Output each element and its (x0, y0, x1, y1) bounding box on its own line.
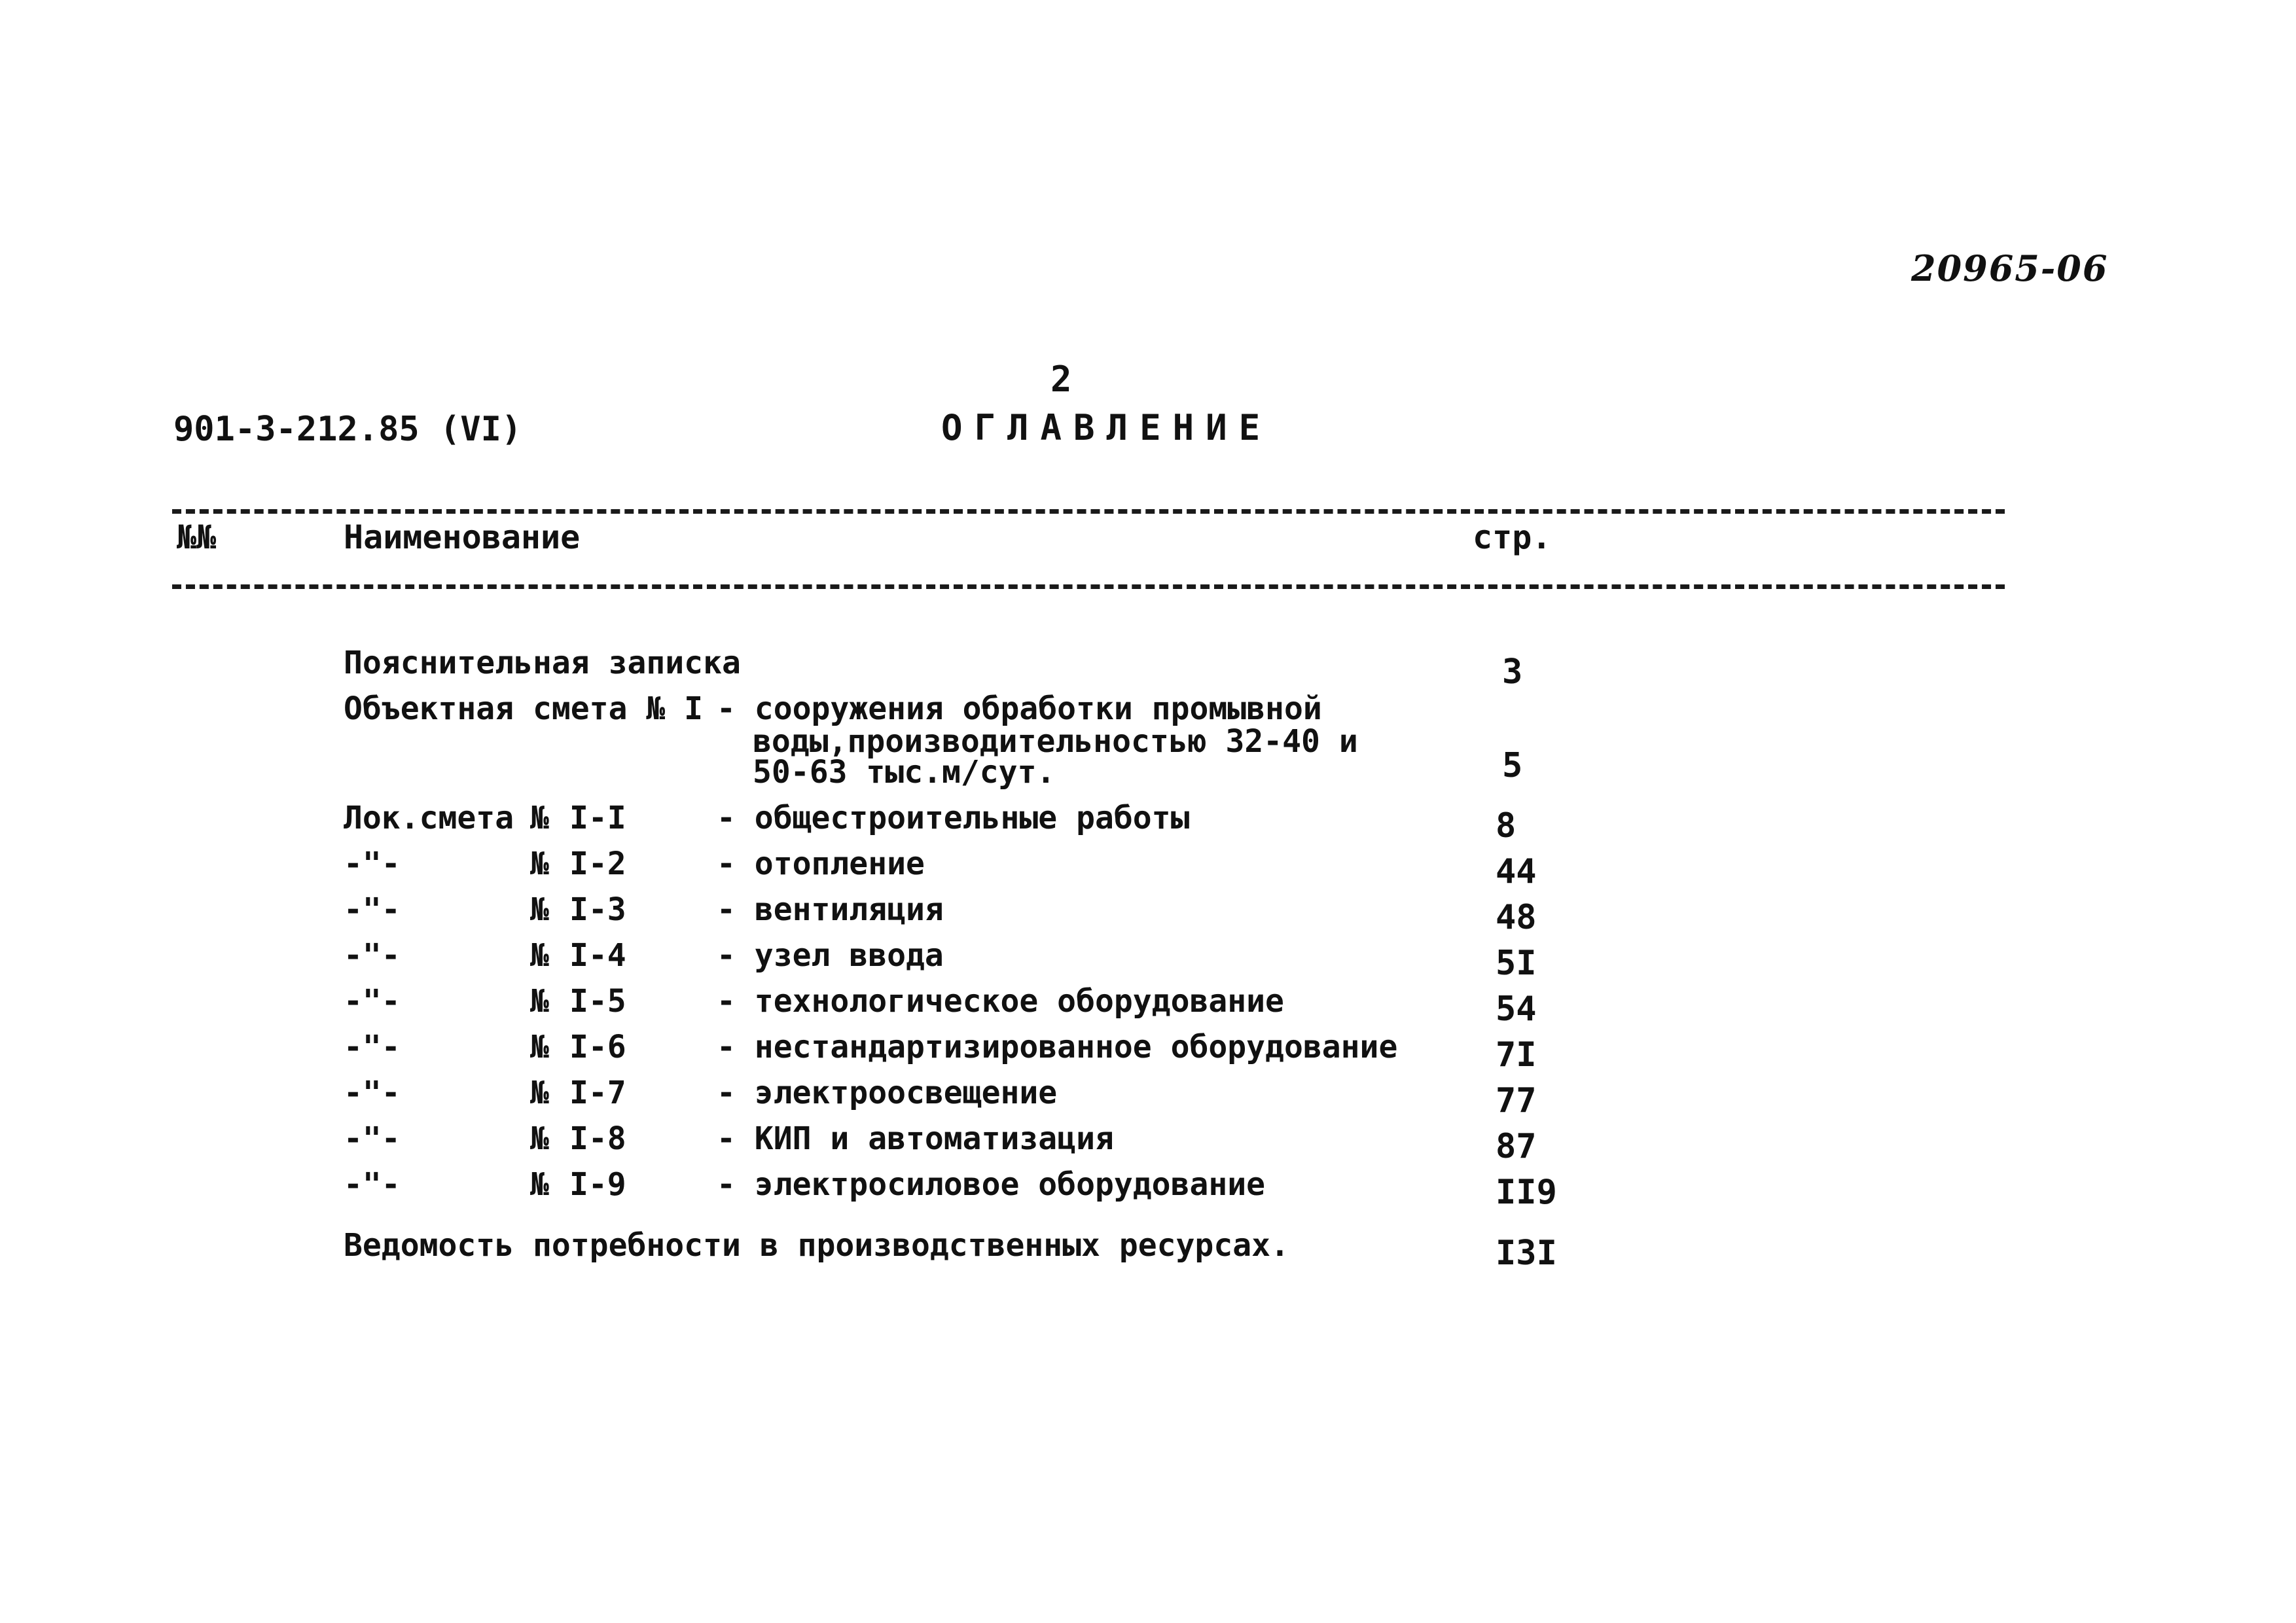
toc-desc: - отопление (717, 846, 925, 882)
toc-page: 7I (1496, 1035, 1537, 1075)
toc-page: I3I (1496, 1234, 1557, 1273)
toc-item-code: I-7 (569, 1075, 626, 1111)
toc-page: 5 (1502, 746, 1523, 785)
toc-desc: - сооружения обработки промывной (717, 690, 1322, 727)
header-num-col: №№ (177, 518, 217, 556)
document-code: 901-3-212.85 (VI) (173, 410, 522, 449)
toc-item: -"- (344, 1075, 401, 1111)
header-bottom-rule (172, 584, 2005, 589)
toc-page: 5I (1496, 944, 1537, 983)
toc-item: -"- (344, 983, 401, 1020)
toc-page: 54 (1496, 990, 1537, 1029)
toc-desc: 50-63 тыс.м/сут. (753, 754, 1056, 791)
toc-item-no: № (530, 1166, 549, 1203)
toc-item: -"- (344, 937, 401, 974)
toc-item: -"- (344, 846, 401, 882)
toc-item-no: № (530, 1075, 549, 1111)
toc-item: Лок.смета (344, 800, 514, 836)
toc-page: 8 (1496, 806, 1516, 846)
toc-item-no: № (530, 983, 549, 1020)
toc-item-code: I-I (569, 800, 626, 836)
header-top-rule (172, 509, 2005, 514)
toc-item: Ведомость потребности в производственных ресурсах. (344, 1227, 1289, 1264)
toc-desc: - нестандартизированное оборудование (717, 1029, 1398, 1065)
toc-item: -"- (344, 1120, 401, 1157)
toc-page: 44 (1496, 852, 1537, 891)
toc-item: -"- (344, 891, 401, 928)
toc-item: Объектная смета № I (344, 690, 704, 727)
toc-item-code: I-2 (569, 846, 626, 882)
toc-item-no: № (530, 846, 549, 882)
toc-item-code: I-5 (569, 983, 626, 1020)
header-page-col: стр. (1473, 518, 1552, 556)
toc-desc: - общестроительные работы (717, 800, 1190, 836)
toc-desc: - КИП и автоматизация (717, 1120, 1114, 1157)
toc-item: Пояснительная записка (344, 645, 741, 681)
handwritten-number: 20965-06 (1911, 247, 2109, 289)
page-number: 2 (1050, 359, 1072, 400)
toc-desc: - электроосвещение (717, 1075, 1058, 1111)
toc-desc: воды,производительностью 32-40 и (753, 723, 1358, 760)
toc-item: -"- (344, 1166, 401, 1203)
toc-page: II9 (1496, 1173, 1557, 1212)
toc-item-no: № (530, 1029, 549, 1065)
toc-desc: - вентиляция (717, 891, 944, 928)
toc-item-code: I-3 (569, 891, 626, 928)
toc-page: 77 (1496, 1081, 1537, 1120)
toc-item-no: № (530, 1120, 549, 1157)
toc-item-code: I-9 (569, 1166, 626, 1203)
toc-page: 3 (1502, 652, 1523, 692)
toc-page: 87 (1496, 1127, 1537, 1166)
toc-desc: - технологическое оборудование (717, 983, 1284, 1020)
page-title: ОГЛАВЛЕНИЕ (941, 407, 1272, 448)
toc-desc: - узел ввода (717, 937, 944, 974)
toc-item-code: I-8 (569, 1120, 626, 1157)
toc-desc: - электросиловое оборудование (717, 1166, 1266, 1203)
toc-item: -"- (344, 1029, 401, 1065)
toc-item-code: I-6 (569, 1029, 626, 1065)
toc-page: 48 (1496, 898, 1537, 937)
header-name-col: Наименование (344, 518, 581, 556)
toc-item-no: № (530, 800, 549, 836)
toc-item-code: I-4 (569, 937, 626, 974)
toc-item-no: № (530, 891, 549, 928)
toc-item-no: № (530, 937, 549, 974)
